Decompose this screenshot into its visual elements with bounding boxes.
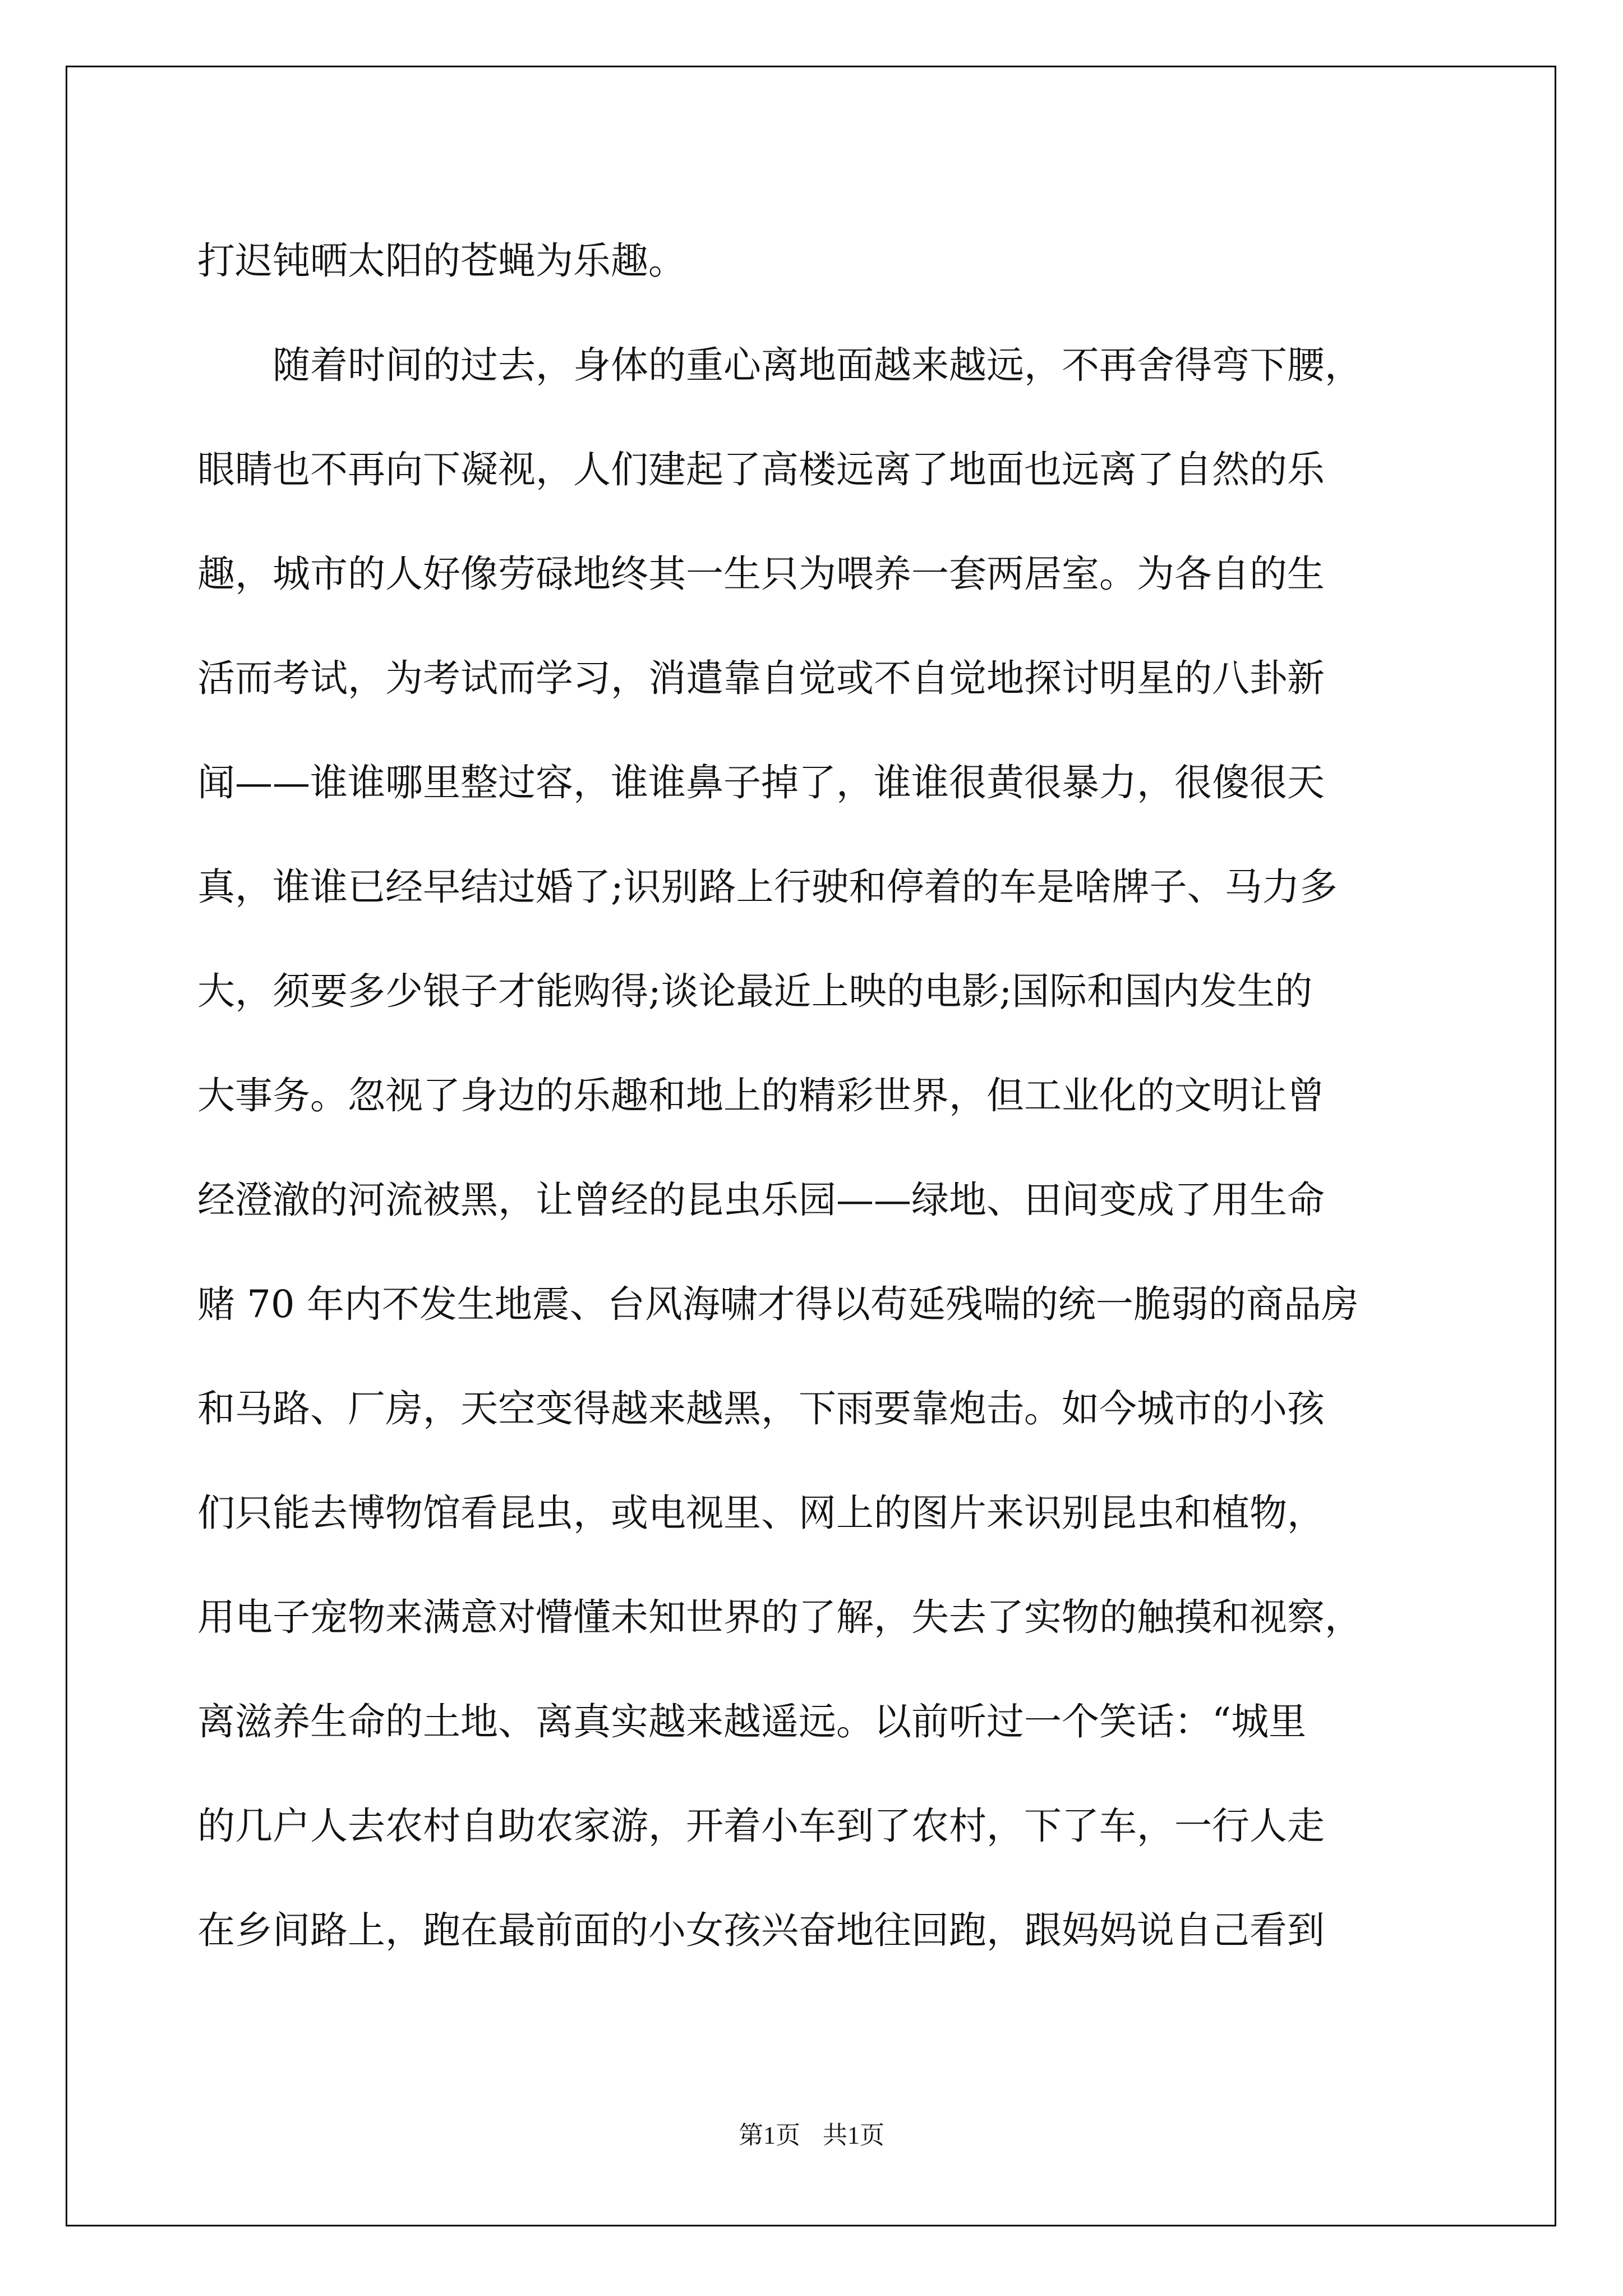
text-line: 随着时间的过去，身体的重心离地面越来越远，不再舍得弯下腰， — [197, 343, 1362, 387]
text-line: 大，须要多少银子才能购得;谈论最近上映的电影;国际和国内发生的 — [197, 969, 1313, 1013]
text-line: 在乡间路上，跑在最前面的小女孩兴奋地往回跑，跟妈妈说自己看到 — [197, 1908, 1325, 1952]
text-line: 大事务。忽视了身边的乐趣和地上的精彩世界，但工业化的文明让曾 — [197, 1074, 1325, 1117]
text-line: 经澄澈的河流被黑，让曾经的昆虫乐园——绿地、田间变成了用生命 — [197, 1178, 1325, 1222]
text-line: 活而考试，为考试而学习，消遣靠自觉或不自觉地探讨明星的八卦新 — [197, 656, 1325, 700]
text-line: 真，谁谁已经早结过婚了;识别路上行驶和停着的车是啥牌子、马力多 — [197, 865, 1338, 909]
page-number: 第1页 — [739, 2122, 800, 2149]
page-total: 共1页 — [823, 2122, 884, 2149]
text-line: 用电子宠物来满意对懵懂未知世界的了解，失去了实物的触摸和视察， — [197, 1595, 1362, 1639]
text-line: 和马路、厂房，天空变得越来越黑，下雨要靠炮击。如今城市的小孩 — [197, 1387, 1325, 1430]
text-line: 闻——谁谁哪里整过容，谁谁鼻子掉了，谁谁很黄很暴力，很傻很天 — [197, 761, 1325, 804]
text-line: 们只能去博物馆看昆虫，或电视里、网上的图片来识别昆虫和植物， — [197, 1491, 1325, 1535]
text-line: 赌 70 年内不发生地震、台风海啸才得以苟延残喘的统一脆弱的商品房 — [197, 1282, 1359, 1326]
text-line: 打迟钝晒太阳的苍蝇为乐趣。 — [197, 239, 686, 283]
text-line: 的几户人去农村自助农家游，开着小车到了农村，下了车，一行人走 — [197, 1804, 1325, 1848]
text-line: 眼睛也不再向下凝视，人们建起了高楼远离了地面也远离了自然的乐 — [197, 448, 1325, 491]
text-line: 离滋养生命的土地、离真实越来越遥远。以前听过一个笑话：“城里 — [197, 1700, 1307, 1743]
text-line: 趣，城市的人好像劳碌地终其一生只为喂养一套两居室。为各自的生 — [197, 552, 1325, 596]
document-body — [197, 209, 1431, 1982]
page-footer — [0, 2119, 1623, 2152]
